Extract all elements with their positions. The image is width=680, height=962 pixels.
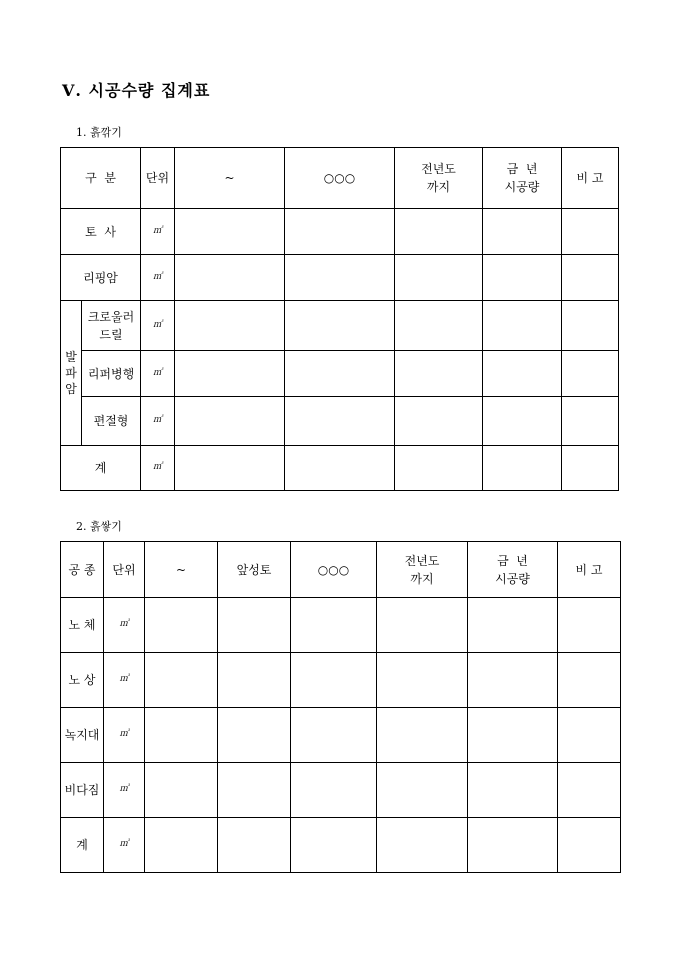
header-previous-year-line2: 까지 <box>410 571 434 586</box>
header-current-year-line2: 시공량 <box>495 571 530 586</box>
header-current-year <box>483 148 562 209</box>
row-group-blasting-rock: 발 파 암 <box>61 301 82 446</box>
header-current-year-line1: 금 년 <box>497 553 528 568</box>
header-previous-year-line1: 전년도 <box>421 162 456 176</box>
table-row <box>61 653 621 708</box>
blank-cell <box>285 209 395 255</box>
excavation-table <box>60 147 619 491</box>
blank-cell <box>468 763 558 818</box>
table-row <box>61 708 621 763</box>
header-gongjong: 공 종 <box>61 542 104 598</box>
blank-cell <box>145 598 218 653</box>
blank-cell <box>562 446 619 491</box>
blank-cell <box>483 446 562 491</box>
blank-cell <box>468 653 558 708</box>
blank-cell <box>175 446 285 491</box>
section2-heading: 2. 흙쌓기 <box>76 520 122 533</box>
blank-cell <box>562 397 619 446</box>
blank-cell <box>285 255 395 301</box>
table-row <box>61 351 619 397</box>
header-unit: 단위 <box>104 542 145 598</box>
blank-cell <box>377 763 468 818</box>
blank-cell <box>562 255 619 301</box>
blank-cell <box>468 818 558 873</box>
header-ooo: ○○○ <box>291 542 377 598</box>
section1-heading: 1. 흙깎기 <box>76 126 122 139</box>
row-label-ripper: 리퍼병행 <box>82 351 141 397</box>
blank-cell <box>558 598 621 653</box>
blank-cell <box>291 598 377 653</box>
unit-cell: ㎥ <box>104 763 145 818</box>
table-row <box>61 598 621 653</box>
blank-cell <box>175 301 285 351</box>
blank-cell <box>377 818 468 873</box>
header-remark: 비 고 <box>558 542 621 598</box>
blank-cell <box>483 397 562 446</box>
blank-cell <box>483 351 562 397</box>
blank-cell <box>291 653 377 708</box>
unit-cell: ㎥ <box>104 598 145 653</box>
blank-cell <box>395 301 483 351</box>
blank-cell <box>218 598 291 653</box>
row-label: 계 <box>61 818 104 873</box>
blank-cell <box>285 397 395 446</box>
header-current-year <box>468 542 558 598</box>
row-label-tosa: 토 사 <box>61 209 141 255</box>
unit-cell: ㎥ <box>104 653 145 708</box>
row-label-crawler-drill <box>82 301 141 351</box>
blank-cell <box>558 653 621 708</box>
header-range: ~ <box>175 148 285 209</box>
header-current-year-line2: 시공량 <box>504 180 540 194</box>
table-row <box>61 209 619 255</box>
header-previous-year <box>377 542 468 598</box>
unit-cell: ㎥ <box>141 351 175 397</box>
blank-cell <box>483 301 562 351</box>
unit-cell: ㎥ <box>141 446 175 491</box>
blank-cell <box>395 255 483 301</box>
header-previous-year-line2: 까지 <box>426 180 451 194</box>
table-header-row <box>61 148 619 209</box>
blank-cell <box>377 598 468 653</box>
blank-cell <box>218 653 291 708</box>
blank-cell <box>562 209 619 255</box>
blank-cell <box>145 708 218 763</box>
unit-cell: ㎥ <box>141 397 175 446</box>
blank-cell <box>175 255 285 301</box>
blank-cell <box>285 446 395 491</box>
row-label-crawler-line1: 크로울러 <box>87 309 135 324</box>
row-label-pyeongyeol: 편절형 <box>82 397 141 446</box>
embankment-table <box>60 541 621 873</box>
blank-cell <box>558 763 621 818</box>
row-label: 비다짐 <box>61 763 104 818</box>
blank-cell <box>558 708 621 763</box>
row-label-ripping: 리핑암 <box>61 255 141 301</box>
blank-cell <box>175 209 285 255</box>
blank-cell <box>291 763 377 818</box>
unit-cell: ㎥ <box>141 301 175 351</box>
table-row <box>61 818 621 873</box>
table-row <box>61 255 619 301</box>
row-label: 노 체 <box>61 598 104 653</box>
header-remark: 비 고 <box>562 148 619 209</box>
header-apseong: 앞성토 <box>218 542 291 598</box>
blank-cell <box>291 818 377 873</box>
blank-cell <box>175 397 285 446</box>
blank-cell <box>562 351 619 397</box>
blank-cell <box>218 818 291 873</box>
blank-cell <box>175 351 285 397</box>
table-row <box>61 763 621 818</box>
blank-cell <box>562 301 619 351</box>
header-previous-year-line1: 전년도 <box>404 553 440 568</box>
blank-cell <box>483 255 562 301</box>
header-gubun <box>61 148 141 209</box>
blank-cell <box>145 653 218 708</box>
blank-cell <box>395 446 483 491</box>
blank-cell <box>558 818 621 873</box>
blank-cell <box>145 763 218 818</box>
blank-cell <box>377 708 468 763</box>
page-title: Ⅴ. 시공수량 집계표 <box>62 81 211 100</box>
unit-cell: ㎥ <box>104 708 145 763</box>
header-unit: 단위 <box>141 148 175 209</box>
table-header-row <box>61 542 621 598</box>
blank-cell <box>218 763 291 818</box>
blank-cell <box>468 708 558 763</box>
blank-cell <box>218 708 291 763</box>
header-gubun-text: 구 분 <box>85 171 116 185</box>
blank-cell <box>377 653 468 708</box>
unit-cell: ㎥ <box>141 209 175 255</box>
row-label-total: 계 <box>61 446 141 491</box>
unit-cell: ㎥ <box>141 255 175 301</box>
row-label: 노 상 <box>61 653 104 708</box>
table-row <box>61 301 619 351</box>
unit-cell: ㎥ <box>104 818 145 873</box>
blank-cell <box>483 209 562 255</box>
blank-cell <box>285 301 395 351</box>
blank-cell <box>395 351 483 397</box>
row-label: 녹지대 <box>61 708 104 763</box>
blank-cell <box>468 598 558 653</box>
table-row <box>61 397 619 446</box>
header-current-year-line1: 금 년 <box>506 162 538 176</box>
header-range: ~ <box>145 542 218 598</box>
header-previous-year <box>395 148 483 209</box>
blank-cell <box>395 209 483 255</box>
blank-cell <box>291 708 377 763</box>
table-row <box>61 446 619 491</box>
header-ooo: ○○○ <box>285 148 395 209</box>
blank-cell <box>395 397 483 446</box>
blank-cell <box>145 818 218 873</box>
blank-cell <box>285 351 395 397</box>
row-label-crawler-line2: 드릴 <box>99 327 123 342</box>
